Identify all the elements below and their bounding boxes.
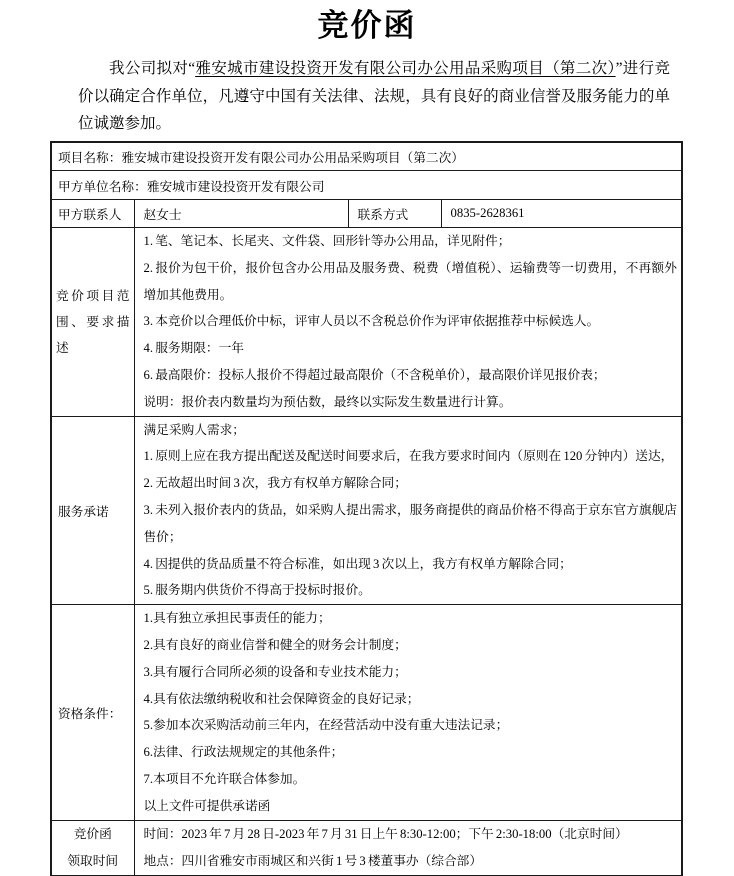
contact-row (51, 200, 682, 228)
party-a-label: 甲方单位名称： (58, 179, 147, 194)
qualification-row (51, 605, 682, 820)
qualification-line: 7.本项目不允许联合体参加。 (143, 771, 306, 786)
bid-table (50, 141, 683, 876)
collection-label-line2: 领取时间 (67, 853, 119, 868)
qualification-line: 3.具有履行合同所必须的设备和专业技术能力； (143, 664, 407, 679)
scope-line: 2. 报价为包干价，报价包含办公用品及服务费、税费（增值税）、运输费等一切费用，不再额外增加其他费用。 (143, 260, 677, 302)
collection-time-row (51, 820, 682, 876)
scope-line: 说明：报价表内数量均为预估数，最终以实际发生数量进行计算。 (143, 394, 512, 409)
scope-label: 竞价项目范围、要求描述 (51, 228, 134, 417)
qualification-line: 1.具有独立承担民事责任的能力； (143, 611, 331, 626)
service-line: 3. 未列入报价表内的货品，如采购人提出需求，服务商提供的商品价格不得高于京东官方旗舰店售价； (143, 502, 677, 544)
service-commitment-label: 服务承诺 (51, 416, 134, 605)
qualification-content (134, 605, 682, 820)
service-line: 2. 无故超出时间 3 次，我方有权单方解除合同； (143, 476, 407, 491)
page-title: 竞价函 (317, 8, 417, 43)
qualification-line: 以上文件可提供承诺函 (143, 798, 271, 813)
qualification-line: 4.具有依法缴纳税收和社会保障资金的良好记录； (143, 691, 420, 706)
qualification-label: 资格条件： (51, 605, 134, 820)
qualification-line: 6.法律、行政法规规定的其他条件； (143, 745, 344, 760)
project-name-label: 项目名称： (58, 150, 122, 165)
project-name-cell (51, 142, 682, 171)
contact-method-label: 联系方式 (348, 200, 441, 228)
intro-text-before: 我公司拟对“ (109, 60, 196, 77)
service-line: 满足采购人需求； (143, 422, 245, 437)
scope-line: 6. 最高限价：投标人报价不得超过最高限价（不含税单价），最高限价详见报价表； (143, 367, 606, 382)
service-line: 4. 因提供的货品质量不符合标准，如出现 3 次以上，我方有权单方解除合同； (143, 556, 572, 571)
collection-place-line: 地点：四川省雅安市雨城区和兴街 1 号 3 楼董事办（综合部） (143, 853, 483, 868)
scope-line: 4. 服务期限：一年 (143, 341, 244, 356)
contact-phone: 0835-2628361 (441, 200, 682, 228)
service-commitment-row (51, 416, 682, 605)
collection-time-label (51, 820, 134, 876)
scope-line: 3. 本竞价以合理低价中标，评审人员以不含税总价作为评审依据推荐中标候选人。 (143, 314, 600, 329)
scope-row (51, 228, 682, 417)
qualification-line: 5.参加本次采购活动前三年内，在经营活动中没有重大违法记录； (143, 718, 509, 733)
party-a-cell (51, 171, 682, 200)
service-commitment-content (134, 416, 682, 605)
project-name-value: 雅安城市建设投资开发有限公司办公用品采购项目（第二次） (121, 150, 464, 165)
collection-label-line1: 竞价函 (73, 826, 112, 841)
contact-person-name: 赵女士 (134, 200, 348, 228)
party-a-row (51, 171, 682, 200)
contact-person-label: 甲方联系人 (51, 200, 134, 228)
service-line: 5. 服务期内供货价不得高于投标时报价。 (143, 583, 371, 598)
intro-text-after: ”进行竞价以确定合作单位，凡遵守中国有关法律、法规，具有良好的商业信誉及服务能力的单位诚邀参加。 (78, 60, 670, 132)
intro-paragraph (78, 55, 670, 138)
party-a-value: 雅安城市建设投资开发有限公司 (146, 179, 325, 194)
document-page (0, 4, 734, 876)
project-name-row (51, 142, 682, 171)
qualification-line: 2.具有良好的商业信誉和健全的财务会计制度； (143, 637, 407, 652)
intro-project-name-underlined: 雅安城市建设投资开发有限公司办公用品采购项目（第二次） (195, 60, 616, 77)
collection-time-content (134, 820, 682, 876)
collection-time-line: 时间：2023 年 7 月 28 日-2023 年 7 月 31 日上午 8:30-12:00；下午 2:30-18:00（北京时间） (143, 826, 628, 841)
scope-content (134, 228, 682, 417)
scope-line: 1. 笔、笔记本、长尾夹、文件袋、回形针等办公用品，详见附件； (143, 234, 511, 248)
service-line: 1. 原则上应在我方提出配送及配送时间要求后，在我方要求时间内（原则在 120 分钟内）送达， (143, 449, 674, 464)
